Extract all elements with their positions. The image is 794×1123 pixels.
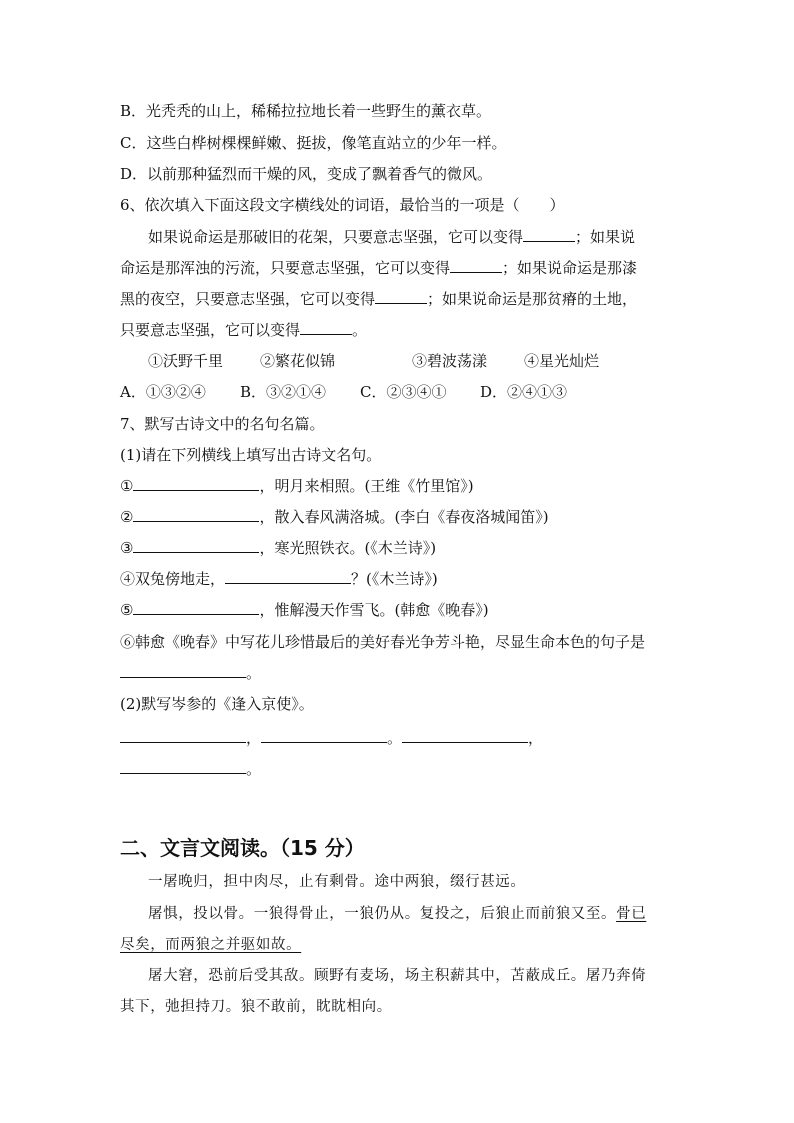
q7-item-5: ⑤ ，惟解漫天作雪飞。(韩愈《晚春》) — [120, 601, 489, 619]
q7-item-1: ① ，明月来相照。(王维《竹里馆》) — [120, 477, 474, 495]
q7-sub2: (2)默写岑参的《逢入京使》。 — [120, 695, 314, 713]
q7-item-6-answer: 。 — [120, 663, 261, 683]
q6-word-3: ③碧波荡漾 — [412, 352, 488, 370]
q6-choice-a: A．①③②④ — [120, 383, 206, 401]
q7-item-3: ③ ，寒光照铁衣。(《木兰诗》) — [120, 539, 437, 557]
answer-blank[interactable] — [375, 289, 427, 304]
classical-para-2-line1: 屠惧，投以骨。一狼得骨止，一狼仍从。复投之，后狼止而前狼又至。骨已 — [148, 906, 647, 922]
q7-item-6: ⑥韩愈《晚春》中写花儿珍惜最后的美好春光争芳斗艳，尽显生命本色的句子是 — [120, 633, 646, 651]
classical-para-3-line2: 其下，弛担持刀。狼不敢前，眈眈相向。 — [120, 999, 392, 1015]
q7-stem: 7、默写古诗文中的名句名篇。 — [120, 415, 325, 433]
answer-blank[interactable] — [261, 728, 387, 743]
q7-sub1: (1)请在下列横线上填写出古诗文名句。 — [120, 446, 382, 464]
answer-blank[interactable] — [133, 538, 259, 553]
q6-line3: 黑的夜空，只要意志坚强，它可以变得 ；如果说命运是那贫瘠的土地， — [120, 290, 638, 308]
option-b: B．光秃秃的山上，稀稀拉拉地长着一些野生的薰衣草。 — [120, 102, 492, 120]
answer-blank[interactable] — [450, 258, 502, 273]
section-title: 二、文言文阅读。（15 分） — [120, 836, 365, 860]
answer-blank[interactable] — [133, 600, 259, 615]
q7-item-2: ② ，散入春风满洛城。(李白《春夜洛城闻笛》) — [120, 508, 549, 526]
q6-line4: 只要意志坚强，它可以变得 。 — [120, 321, 368, 339]
option-d: D．以前那种猛烈而干燥的风，变成了飘着香气的微风。 — [120, 165, 493, 183]
answer-blank[interactable] — [120, 728, 246, 743]
answer-blank[interactable] — [133, 476, 259, 491]
q6-line1: 如果说命运是那破旧的花架，只要意志坚强，它可以变得 ；如果说 — [148, 228, 636, 246]
q6-word-4: ④星光灿烂 — [524, 352, 600, 370]
answer-blank[interactable] — [120, 663, 246, 678]
q6-word-2: ②繁花似锦 — [260, 352, 336, 370]
q6-choice-d: D．②④①③ — [480, 383, 568, 401]
q6-choice-b: B．③②①④ — [240, 383, 327, 401]
q6-stem: 6、依次填入下面这段文字横线处的词语，最恰当的一项是（ ） — [120, 196, 565, 214]
answer-blank[interactable] — [120, 759, 246, 774]
option-c: C．这些白桦树棵棵鲜嫩、挺拔，像笔直站立的少年一样。 — [120, 134, 507, 152]
classical-para-2-line2: 尽矣，而两狼之并驱如故。 — [120, 937, 302, 953]
answer-blank[interactable] — [300, 320, 352, 335]
poem-line-1: ， 。 ， — [120, 728, 543, 748]
classical-para-3-line1: 屠大窘，恐前后受其敌。顾野有麦场，场主积薪其中，苫蔽成丘。屠乃奔倚 — [148, 968, 647, 984]
q7-item-4: ④双兔傍地走， ？(《木兰诗》) — [120, 570, 438, 588]
answer-blank[interactable] — [133, 507, 259, 522]
classical-para-1: 一屠晚归，担中肉尽，止有剩骨。途中两狼，缀行甚远。 — [148, 874, 526, 890]
q6-choice-c: C．②③④① — [360, 383, 447, 401]
answer-blank[interactable] — [225, 569, 351, 584]
answer-blank[interactable] — [523, 227, 575, 242]
poem-line-2: 。 — [120, 759, 261, 779]
q6-word-1: ①沃野千里 — [148, 352, 224, 370]
q6-line2: 命运是那浑浊的污流，只要意志坚强，它可以变得 ；如果说命运是那漆 — [120, 259, 638, 277]
answer-blank[interactable] — [402, 728, 528, 743]
